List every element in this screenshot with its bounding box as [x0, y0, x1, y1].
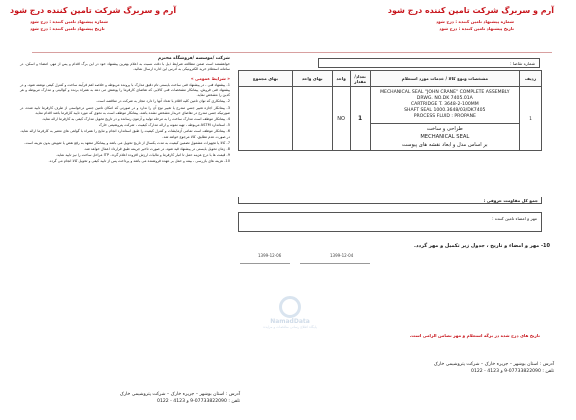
spec-line: PROCESS FLUID : PROPANE	[413, 114, 476, 119]
requisition-number: شماره تقاضا :	[318, 58, 540, 68]
header-left-proposal-date: تاریخ پیشنهاد تامین کننده : درج شود	[30, 26, 105, 31]
row-total-price	[239, 87, 293, 151]
condition-item: 2- پیمانکاری که توان تامین کلیه اقلام با تعداد آنها را دارد مجاز به شرکت در مناقصه است.	[96, 99, 230, 104]
date-line-2	[240, 263, 290, 264]
row-spec	[370, 87, 519, 124]
col-header-unit-price: بهای واحد	[292, 71, 332, 87]
footer-note: تاریخ های درج شده در برگه استعلام و مهر تضامن الزامی است.	[409, 333, 540, 338]
condition-item: 5- استاندارد ASTM مربوطه ، تهیه نمونه و ارائه مدارک کیفیت ، شرکت پتروشیمی خارک	[98, 123, 230, 128]
sign-instruction: 10- مهر و امضاء و تاریخ ، جدول زیر تکمیل و مهر گردد.	[414, 243, 550, 249]
condition-item: 6- پیمانکار موظف است تمامی آزمایشات و کنترل کیفیت را طبق استاندارد انجام و نتایج را همراه با گواهی های معتبر به کارفرما ارائه نماید. در صورت عدم تطابق، کالا مرجوع خواهد شد.	[20, 129, 230, 139]
footer-address-right	[324, 361, 554, 375]
footer-phone-right: تلفن : 07733822090-9 و 4123 - 0122	[471, 369, 554, 374]
conditions-section-title: « شرایط عمومی »	[190, 75, 230, 81]
spec-line: SHAFT SEAL 1000.3648/03/DK7405	[404, 108, 486, 113]
row-quantity: 1	[350, 87, 370, 151]
table-row	[239, 87, 542, 124]
col-header-index: ردیف	[520, 71, 542, 87]
condition-item: 9- قیمت ها با درج هزینه حمل تا انبار کارفرما و مالیات ارزش افزوده اعلام گردد. ITP مراحل ساخت را نیز تایید نماید.	[55, 153, 230, 158]
condition-item: 4- پیمانکار موظف است مدارک ساخت را به مرحله تولید و آزمون رسانده و در تاریخ تحویل مدارک کیفی به کارفرما ارائه نماید.	[41, 117, 230, 122]
condition-item: 7- کالا یا تجهیزات مشمول تضمین کیفیت به مدت یکسال از تاریخ تحویل می باشد و پیمانکار متعهد به رفع نقص یا تعویض بدون هزینه است.	[24, 140, 230, 145]
footer-address-left-line: آدرس : استان بوشهر – جزیره خارک – شرکت پتروشیمی خارک	[119, 392, 240, 397]
header-right-proposal-date: تاریخ پیشنهاد تامین کننده : درج شود	[439, 26, 514, 31]
total-in-words-row: جمع کل مقاومت حروفی :	[238, 197, 542, 204]
desc-line: MECHANICAL SEAL	[420, 134, 470, 140]
row-unit: NO	[332, 87, 350, 151]
date-label-1: 1399-12-04	[330, 253, 354, 258]
row-index: 1	[520, 87, 542, 151]
condition-item: 3- پیمانکار اجازه تغییر جنس مندرج یا تغییر نوع آن را ندارد و در صورتی که امکان تامین جنس درخواستی از طرف کارفرما تایید شده، در صورتیکه جنس مندرج در تقاضای خریدار مشخص نشده باشد، پیمانکار موظف است به نحوی که مورد تایید کارفرما باشد اقدام نماید.	[20, 105, 230, 115]
letter-intro: خواهشمند است ضمن مطالعه شرایط ذیل با دقت نسبت به اعلام بهترین پیشنهاد خود در این برگ اقدام و پس از مهر، امضاء و اسکن، در سامانه استعلام خرید الکترونیکی به آدرس این اداره ارسال نمائید.	[20, 62, 230, 72]
letter-title: شرکت /موسسه /فروشگاه محترم	[157, 56, 230, 61]
col-header-unit: واحد	[332, 71, 350, 87]
spec-line: DRWG. NO.DK 7405.01A	[416, 96, 473, 101]
spec-line: MECHANICAL SEAL "JOHN CRANE" COMPLETE ASSEMBLY	[380, 90, 510, 95]
header-right-title: آرم و سربرگ شرکت تامین کننده درج شود	[387, 6, 554, 15]
col-header-total-price: بهای مجموع	[239, 71, 293, 87]
date-line-1	[300, 263, 370, 264]
row-unit-price	[292, 87, 332, 151]
date-label-2: 1399-12-06	[258, 253, 282, 258]
footer-address-right-line: آدرس : استان بوشهر – جزیره خارک – شرکت پتروشیمی خارک	[433, 362, 554, 367]
watermark-logo-icon	[279, 296, 301, 318]
row-description	[370, 124, 519, 151]
header-divider	[32, 52, 552, 53]
col-header-quantity: تعداد/مقدار	[350, 71, 370, 87]
supplier-stamp-box: مهر و امضاء تامین کننده :	[238, 212, 542, 232]
spec-line: CARTRIDGE T. 3648-2-100MM	[410, 102, 479, 107]
footer-phone-left: تلفن : 07733822090-9 و 4123 - 0122	[157, 399, 240, 404]
watermark-line: پایگاه اطلاع رسانی مناقصات و مزایده	[263, 325, 317, 329]
general-conditions	[20, 56, 230, 166]
desc-line: بر اساس مدل و ابعاد نقشه های پیوست	[402, 142, 488, 148]
watermark-brand: NamadData	[270, 318, 310, 325]
items-table	[238, 70, 542, 151]
footer-address-left	[20, 391, 240, 405]
condition-item: 10- هزینه های بازرسی ، بیمه و حمل بر عهده فروشنده می باشد و پرداخت پس از تایید کیفی و تحویل کالا انجام می گردد.	[48, 159, 230, 164]
table-header-row	[239, 71, 542, 87]
condition-item: 8- زمان تحویل بایستی در پیشنهاد قید شود، در صورت تاخیر جریمه طبق قرارداد اعمال خواهد شد.	[83, 147, 230, 152]
condition-item: 1- پیشنهاد فنی ، در پیشنهاد فنی ساخت بایستی تام دقیق مدارک با پرونده مربوطه و خلاصه اهم فرآیند ساخت و کنترل کیفی نوشته شود، و در پیشنهاد فنی فروش، پیمانکار مشخصات فنی کالایی که تقاضای کارفرما را پوشش می دهد به همراه برنده و کوالیتی و مدارک مربوطه و هر کدین را مشخص نماید.	[20, 82, 230, 98]
desc-line: طراحی و ساخت	[426, 126, 463, 132]
col-header-spec: مشخصات ونوع کالا / خدمات مورد استعلام	[370, 71, 519, 87]
header-left-title: آرم و سربرگ شرکت تامین کننده درج شود	[10, 6, 177, 15]
header-right-proposal-number: شماره پیشنهاد تامین کننده : درج شود	[436, 19, 514, 24]
watermark	[258, 296, 322, 332]
header-left-proposal-number: شماره پیشنهاد تامین کننده : درج شود	[30, 19, 108, 24]
